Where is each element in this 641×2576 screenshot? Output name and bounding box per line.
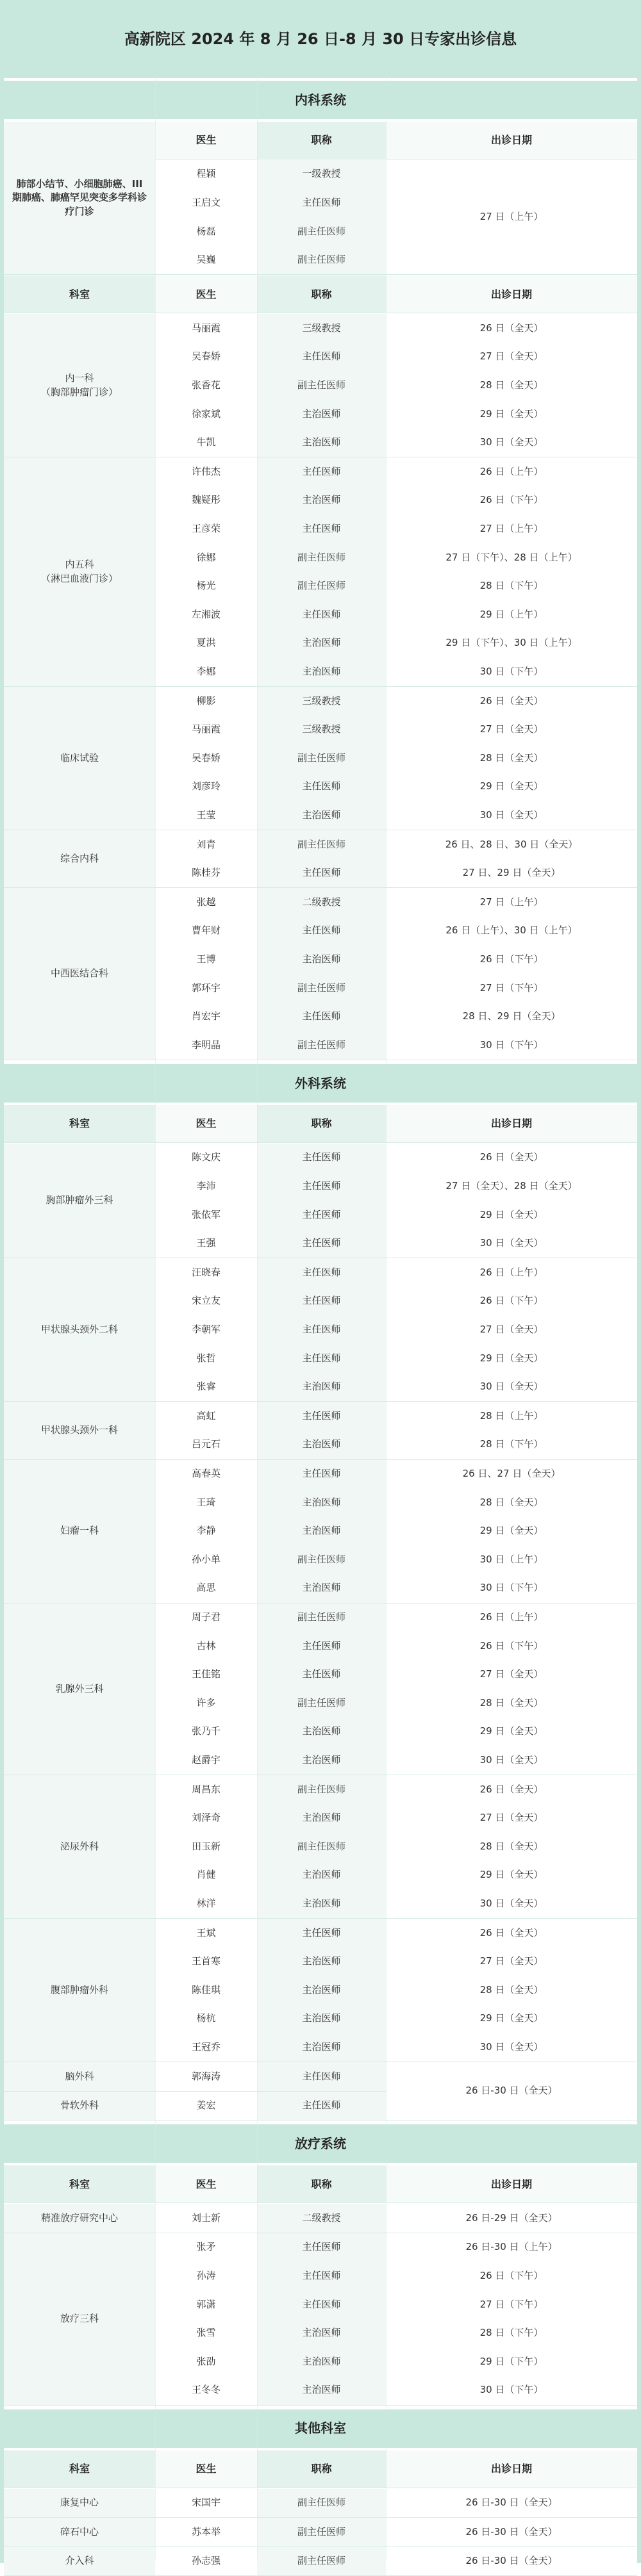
department-name: 碎石中心 [4, 2518, 155, 2547]
doctor-name: 王冬冬 [155, 2376, 257, 2405]
doctor-title: 副主任医师 [257, 2547, 386, 2576]
clinic-date: 26 日（全天） [386, 687, 637, 716]
clinic-date: 27 日（全天） [386, 343, 637, 372]
doctor-title: 主治医师 [257, 2319, 386, 2348]
clinic-date: 30 日（全天） [386, 1373, 637, 1402]
doctor-name: 郭海涛 [155, 2062, 257, 2091]
clinic-date: 28 日（下午） [386, 1431, 637, 1459]
clinic-date: 28 日（全天） [386, 1976, 637, 2005]
doctor-title: 主任医师 [257, 2233, 386, 2262]
clinic-date: 27 日（全天） [386, 1316, 637, 1345]
clinic-date: 26 日-29 日（全天） [386, 2204, 637, 2233]
clinic-date: 29 日（下午）、30 日（上午） [386, 629, 637, 658]
section-title: 外科系统 [4, 1064, 637, 1103]
doctor-name: 杨光 [155, 572, 257, 601]
doctor-name: 张越 [155, 888, 257, 917]
doctor-title: 主任医师 [257, 1632, 386, 1661]
doctor-name: 王斌 [155, 1919, 257, 1948]
doctor-name: 王冠乔 [155, 2033, 257, 2062]
column-header-title: 职称 [257, 275, 386, 313]
clinic-date: 26 日（下午） [386, 1287, 637, 1316]
department-name: 腹部肿瘤外科 [4, 1919, 155, 2062]
doctor-title: 主任医师 [257, 1201, 386, 1229]
clinic-date: 29 日（全天） [386, 1344, 637, 1373]
doctor-name: 郭潇 [155, 2290, 257, 2319]
doctor-name: 肖宏宇 [155, 1003, 257, 1031]
doctor-name: 古林 [155, 1632, 257, 1661]
clinic-date: 26 日（全天） [386, 1775, 637, 1804]
department-name: 骨软外科 [4, 2092, 155, 2121]
clinic-date: 26 日、28 日、30 日（全天） [386, 830, 637, 859]
doctor-name: 杨磊 [155, 217, 257, 246]
department-name: 脑外科 [4, 2062, 155, 2091]
doctor-name: 汪晓春 [155, 1258, 257, 1287]
section-title: 其他科室 [4, 2409, 637, 2448]
doctor-title: 三级教授 [257, 314, 386, 343]
doctor-title: 主任医师 [257, 2290, 386, 2319]
column-header-date: 出诊日期 [386, 122, 637, 159]
doctor-name: 孙涛 [155, 2262, 257, 2291]
clinic-date: 26 日（全天） [386, 314, 637, 343]
clinic-date: 28 日（全天） [386, 1488, 637, 1517]
doctor-name: 李娜 [155, 658, 257, 687]
doctor-name: 杨杭 [155, 2005, 257, 2033]
doctor-title: 副主任医师 [257, 246, 386, 275]
doctor-title: 二级教授 [257, 2204, 386, 2233]
doctor-title: 副主任医师 [257, 2518, 386, 2547]
clinic-date: 28 日（全天） [386, 372, 637, 400]
doctor-name: 张乃千 [155, 1718, 257, 1746]
doctor-title: 三级教授 [257, 716, 386, 744]
clinic-date: 26 日（全天） [386, 1919, 637, 1948]
doctor-name: 柳影 [155, 687, 257, 716]
doctor-title: 副主任医师 [257, 830, 386, 859]
special-clinic-label: 肺部小结节、小细胞肺癌、III 期肺癌、肺癌罕见突变多学科诊疗门诊 [4, 122, 155, 274]
row-divider [4, 2120, 637, 2121]
doctor-name: 吴春娇 [155, 343, 257, 372]
doctor-name: 田玉新 [155, 1832, 257, 1861]
column-header-date: 出诊日期 [386, 2165, 637, 2203]
doctor-title: 副主任医师 [257, 572, 386, 601]
column-header-doctor: 医生 [155, 1105, 257, 1142]
clinic-date: 30 日（下午） [386, 658, 637, 687]
clinic-date: 26 日-30 日（上午） [386, 2233, 637, 2262]
department-name: 内一科 （胸部肿瘤门诊） [4, 314, 155, 457]
doctor-title: 主治医师 [257, 801, 386, 830]
doctor-title: 主任医师 [257, 1316, 386, 1345]
doctor-name: 张睿 [155, 1373, 257, 1402]
doctor-title: 主治医师 [257, 1861, 386, 1890]
doctor-title: 副主任医师 [257, 1031, 386, 1060]
doctor-title: 主治医师 [257, 429, 386, 457]
doctor-title: 主任医师 [257, 457, 386, 486]
doctor-title: 主任医师 [257, 1144, 386, 1172]
doctor-name: 马丽霞 [155, 314, 257, 343]
column-header-date: 出诊日期 [386, 2450, 637, 2488]
doctor-title: 主治医师 [257, 658, 386, 687]
doctor-title: 主治医师 [257, 486, 386, 515]
column-divider [155, 78, 156, 2559]
doctor-title: 主任医师 [257, 1661, 386, 1689]
clinic-date: 30 日（上午） [386, 1545, 637, 1574]
doctor-title: 主任医师 [257, 773, 386, 801]
doctor-name: 赵爵宇 [155, 1746, 257, 1775]
clinic-date: 29 日（下午） [386, 2347, 637, 2376]
doctor-name: 宋立友 [155, 1287, 257, 1316]
doctor-title: 主治医师 [257, 1718, 386, 1746]
clinic-date: 28 日（全天） [386, 1689, 637, 1718]
clinic-date: 27 日（上午） [386, 888, 637, 917]
clinic-date: 26 日-30 日（全天） [386, 2547, 637, 2576]
doctor-name: 苏本举 [155, 2518, 257, 2547]
doctor-name: 周昌东 [155, 1775, 257, 1804]
doctor-name: 王博 [155, 946, 257, 974]
doctor-name: 郭环宇 [155, 974, 257, 1003]
clinic-date: 29 日（全天） [386, 400, 637, 429]
doctor-title: 副主任医师 [257, 1604, 386, 1632]
doctor-name: 陈桂芬 [155, 859, 257, 888]
column-header-date: 出诊日期 [386, 1105, 637, 1142]
clinic-date: 29 日（全天） [386, 2005, 637, 2033]
department-name: 胸部肿瘤外三科 [4, 1144, 155, 1258]
doctor-title: 主任医师 [257, 515, 386, 544]
doctor-title: 副主任医师 [257, 1775, 386, 1804]
doctor-title: 主治医师 [257, 1488, 386, 1517]
doctor-title: 主任医师 [257, 343, 386, 372]
clinic-date: 26 日-30 日（全天） [386, 2518, 637, 2547]
doctor-title: 主任医师 [257, 1258, 386, 1287]
clinic-date: 28 日（上午） [386, 1402, 637, 1431]
doctor-title: 主治医师 [257, 1948, 386, 1976]
doctor-title: 主任医师 [257, 917, 386, 946]
column-header-date: 出诊日期 [386, 275, 637, 313]
doctor-title: 副主任医师 [257, 2489, 386, 2518]
clinic-date: 29 日（全天） [386, 1517, 637, 1546]
clinic-date: 30 日（全天） [386, 1890, 637, 1919]
doctor-title: 三级教授 [257, 687, 386, 716]
column-header-dept: 科室 [4, 2165, 155, 2203]
doctor-title: 副主任医师 [257, 974, 386, 1003]
clinic-date: 26 日-30 日（全天） [386, 2489, 637, 2518]
clinic-date: 29 日（全天） [386, 1718, 637, 1746]
clinic-date: 26 日-30 日（全天） [386, 2062, 637, 2120]
doctor-name: 许伟杰 [155, 457, 257, 486]
doctor-name: 刘青 [155, 830, 257, 859]
doctor-title: 副主任医师 [257, 372, 386, 400]
column-header-title: 职称 [257, 2450, 386, 2488]
column-header-doctor: 医生 [155, 122, 257, 159]
doctor-name: 李明晶 [155, 1031, 257, 1060]
doctor-name: 曹年财 [155, 917, 257, 946]
row-divider [4, 1142, 637, 1143]
department-name: 中西医结合科 [4, 888, 155, 1060]
clinic-date: 29 日（全天） [386, 773, 637, 801]
doctor-name: 王强 [155, 1229, 257, 1258]
doctor-name: 牛凯 [155, 429, 257, 457]
doctor-name: 高虹 [155, 1402, 257, 1431]
clinic-date: 26 日（上午） [386, 1604, 637, 1632]
clinic-date: 30 日（全天） [386, 1229, 637, 1258]
department-name: 临床试验 [4, 687, 155, 830]
doctor-name: 夏洪 [155, 629, 257, 658]
clinic-date: 29 日（上午） [386, 600, 637, 629]
doctor-name: 张哲 [155, 1344, 257, 1373]
row-divider [4, 2405, 637, 2406]
doctor-title: 主治医师 [257, 946, 386, 974]
doctor-title: 主任医师 [257, 2262, 386, 2291]
department-name: 妇瘤一科 [4, 1460, 155, 1603]
column-divider [386, 78, 387, 2559]
clinic-date: 27 日、29 日（全天） [386, 859, 637, 888]
clinic-date: 27 日（下午） [386, 974, 637, 1003]
doctor-name: 吴春娇 [155, 744, 257, 773]
clinic-date: 27 日（下午）、28 日（上午） [386, 543, 637, 572]
doctor-name: 王首寒 [155, 1948, 257, 1976]
doctor-name: 张雪 [155, 2319, 257, 2348]
doctor-title: 主任医师 [257, 1229, 386, 1258]
doctor-name: 王莹 [155, 801, 257, 830]
doctor-title: 主治医师 [257, 2376, 386, 2405]
doctor-title: 二级教授 [257, 888, 386, 917]
clinic-date: 27 日（下午） [386, 2290, 637, 2319]
department-name: 甲状腺头颈外一科 [4, 1402, 155, 1459]
clinic-date: 26 日（下午） [386, 946, 637, 974]
clinic-date: 30 日（全天） [386, 2033, 637, 2062]
row-divider [4, 274, 637, 275]
doctor-name: 林洋 [155, 1890, 257, 1919]
clinic-date: 27 日（全天） [386, 1804, 637, 1833]
department-name: 内五科 （淋巴血液门诊） [4, 457, 155, 686]
doctor-title: 主任医师 [257, 2092, 386, 2121]
doctor-title: 主任医师 [257, 859, 386, 888]
clinic-date: 27 日（上午） [386, 160, 637, 274]
column-header-title: 职称 [257, 1105, 386, 1142]
doctor-title: 一级教授 [257, 160, 386, 189]
doctor-name: 刘彦玲 [155, 773, 257, 801]
doctor-name: 周子君 [155, 1604, 257, 1632]
clinic-date: 28 日（全天） [386, 744, 637, 773]
doctor-name: 吴巍 [155, 246, 257, 275]
doctor-name: 王琦 [155, 1488, 257, 1517]
clinic-date: 26 日（全天） [386, 1144, 637, 1172]
clinic-date: 30 日（下午） [386, 1031, 637, 1060]
clinic-date: 29 日（全天） [386, 1861, 637, 1890]
doctor-title: 主任医师 [257, 1402, 386, 1431]
doctor-name: 马丽霞 [155, 716, 257, 744]
clinic-date: 27 日（上午） [386, 515, 637, 544]
clinic-date: 27 日（全天） [386, 1948, 637, 1976]
column-header-doctor: 医生 [155, 275, 257, 313]
doctor-title: 主治医师 [257, 1976, 386, 2005]
section-title: 内科系统 [4, 81, 637, 119]
department-name: 甲状腺头颈外二科 [4, 1258, 155, 1401]
doctor-name: 张香花 [155, 372, 257, 400]
doctor-title: 副主任医师 [257, 1689, 386, 1718]
doctor-title: 副主任医师 [257, 217, 386, 246]
doctor-title: 主任医师 [257, 1919, 386, 1948]
clinic-date: 29 日（全天） [386, 1201, 637, 1229]
doctor-title: 副主任医师 [257, 1545, 386, 1574]
doctor-name: 王彦荣 [155, 515, 257, 544]
doctor-name: 高春英 [155, 1460, 257, 1489]
doctor-name: 左湘波 [155, 600, 257, 629]
doctor-name: 肖健 [155, 1861, 257, 1890]
column-header-dept: 科室 [4, 1105, 155, 1142]
doctor-title: 主任医师 [257, 189, 386, 218]
doctor-name: 程颖 [155, 160, 257, 189]
clinic-date: 28 日（下午） [386, 572, 637, 601]
doctor-name: 王佳铭 [155, 1661, 257, 1689]
doctor-title: 主任医师 [257, 1460, 386, 1489]
doctor-title: 主治医师 [257, 1431, 386, 1459]
doctor-title: 主治医师 [257, 1517, 386, 1546]
column-header-doctor: 医生 [155, 2165, 257, 2203]
clinic-date: 27 日（全天） [386, 716, 637, 744]
doctor-title: 主任医师 [257, 1344, 386, 1373]
doctor-name: 李静 [155, 1517, 257, 1546]
department-name: 康复中心 [4, 2489, 155, 2518]
department-name: 乳腺外三科 [4, 1604, 155, 1775]
clinic-date: 30 日（全天） [386, 429, 637, 457]
clinic-date: 30 日（全天） [386, 1746, 637, 1775]
department-name: 泌尿外科 [4, 1775, 155, 1918]
doctor-name: 宋国宇 [155, 2489, 257, 2518]
clinic-date: 30 日（下午） [386, 2376, 637, 2405]
clinic-date: 26 日（上午） [386, 457, 637, 486]
doctor-name: 高思 [155, 1574, 257, 1603]
doctor-name: 孙小单 [155, 1545, 257, 1574]
doctor-title: 主治医师 [257, 1746, 386, 1775]
clinic-date: 26 日（上午） [386, 1258, 637, 1287]
doctor-name: 李沛 [155, 1172, 257, 1201]
clinic-date: 30 日（全天） [386, 801, 637, 830]
page-title: 高新院区 2024 年 8 月 26 日-8 月 30 日专家出诊信息 [4, 0, 637, 78]
department-name: 介入科 [4, 2547, 155, 2576]
doctor-title: 主治医师 [257, 1890, 386, 1919]
clinic-date: 26 日（下午） [386, 1632, 637, 1661]
doctor-title: 主任医师 [257, 2062, 386, 2091]
doctor-title: 主任医师 [257, 600, 386, 629]
clinic-date: 27 日（全天）、28 日（全天） [386, 1172, 637, 1201]
section-title: 放疗系统 [4, 2124, 637, 2163]
doctor-name: 刘泽奇 [155, 1804, 257, 1833]
doctor-name: 李朝军 [155, 1316, 257, 1345]
column-header-doctor: 医生 [155, 2450, 257, 2488]
department-name: 精准放疗研究中心 [4, 2204, 155, 2233]
department-name: 放疗三科 [4, 2233, 155, 2405]
clinic-date: 30 日（下午） [386, 1574, 637, 1603]
clinic-date: 26 日（下午） [386, 2262, 637, 2291]
clinic-date: 27 日（全天） [386, 1661, 637, 1689]
doctor-title: 主任医师 [257, 1003, 386, 1031]
doctor-name: 徐家斌 [155, 400, 257, 429]
column-header-title: 职称 [257, 122, 386, 159]
doctor-title: 主任医师 [257, 1287, 386, 1316]
department-name: 综合内科 [4, 830, 155, 887]
doctor-name: 陈文庆 [155, 1144, 257, 1172]
doctor-name: 徐娜 [155, 543, 257, 572]
doctor-name: 陈佳琪 [155, 1976, 257, 2005]
doctor-title: 主治医师 [257, 2347, 386, 2376]
doctor-name: 吕元石 [155, 1431, 257, 1459]
clinic-date: 28 日、29 日（全天） [386, 1003, 637, 1031]
doctor-title: 副主任医师 [257, 744, 386, 773]
column-header-dept: 科室 [4, 2450, 155, 2488]
clinic-date: 28 日（全天） [386, 1832, 637, 1861]
doctor-title: 主治医师 [257, 2005, 386, 2033]
doctor-name: 王启文 [155, 189, 257, 218]
doctor-name: 张矛 [155, 2233, 257, 2262]
clinic-date: 26 日（下午） [386, 486, 637, 515]
doctor-title: 副主任医师 [257, 1832, 386, 1861]
doctor-title: 主治医师 [257, 629, 386, 658]
doctor-name: 孙志强 [155, 2547, 257, 2576]
column-header-dept: 科室 [4, 275, 155, 313]
doctor-title: 副主任医师 [257, 543, 386, 572]
doctor-title: 主治医师 [257, 1804, 386, 1833]
clinic-date: 26 日（上午）、30 日（上午） [386, 917, 637, 946]
doctor-name: 张劭 [155, 2347, 257, 2376]
doctor-name: 许多 [155, 1689, 257, 1718]
doctor-title: 主任医师 [257, 1172, 386, 1201]
doctor-title: 主治医师 [257, 400, 386, 429]
doctor-title: 主治医师 [257, 2033, 386, 2062]
clinic-date: 26 日、27 日（全天） [386, 1460, 637, 1489]
column-header-title: 职称 [257, 2165, 386, 2203]
column-divider [257, 78, 258, 2559]
doctor-name: 张依军 [155, 1201, 257, 1229]
clinic-date: 28 日（下午） [386, 2319, 637, 2348]
doctor-name: 魏疑彤 [155, 486, 257, 515]
doctor-name: 姜宏 [155, 2092, 257, 2121]
doctor-name: 刘士新 [155, 2204, 257, 2233]
doctor-title: 主治医师 [257, 1373, 386, 1402]
doctor-title: 主治医师 [257, 1574, 386, 1603]
